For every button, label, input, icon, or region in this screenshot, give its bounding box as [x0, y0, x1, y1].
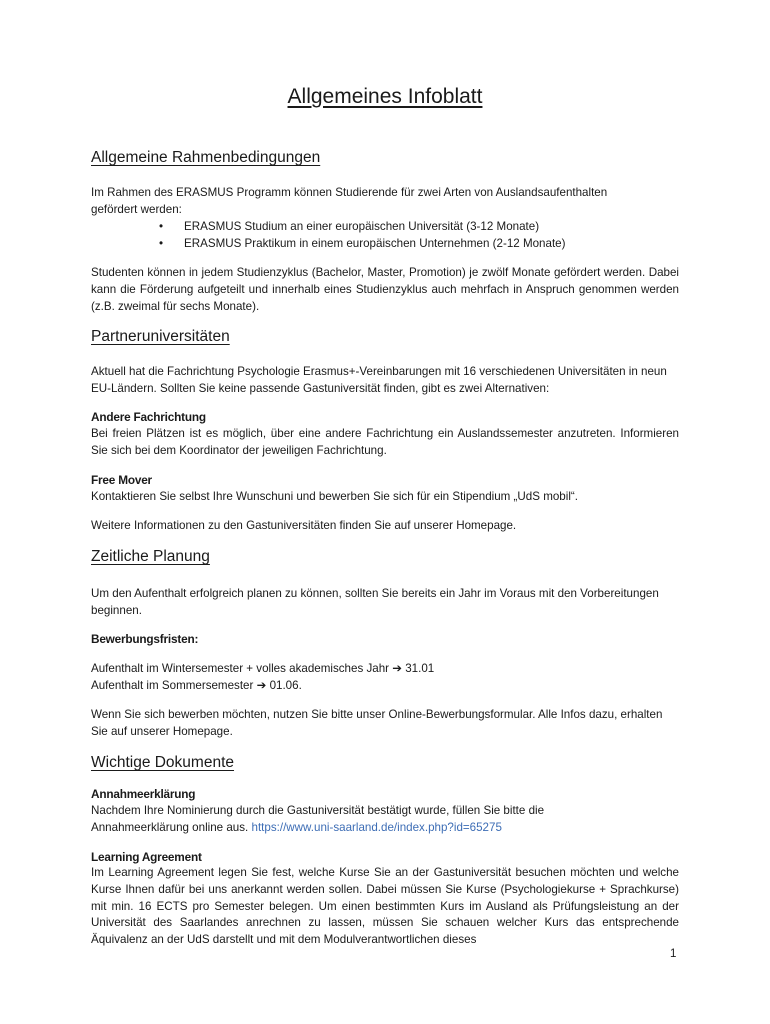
- annahme-line1: Nachdem Ihre Nominierung durch die Gastuniversität bestätigt wurde, füllen Sie bitte die: [91, 804, 545, 817]
- andere-fachrichtung-title: Andere Fachrichtung: [91, 410, 206, 424]
- heading-zeitliche-planung: Zeitliche Planung: [91, 548, 210, 565]
- heading-rahmenbedingungen: Allgemeine Rahmenbedingungen: [91, 149, 321, 166]
- heading-partneruniversitaeten: Partneruniversitäten: [91, 328, 230, 345]
- arrow-right-icon: ➔: [392, 662, 402, 675]
- annahme-text: Annahmeerklärung online aus.: [91, 821, 249, 834]
- list-item: [91, 236, 679, 253]
- rahmen-intro-line2: gefördert werden:: [91, 203, 182, 216]
- frist-sommer-label: Aufenthalt im Sommersemester: [91, 679, 254, 692]
- planung-online: Wenn Sie sich bewerben möchten, nutzen Sie bitte unser Online-Bewerbungsformular. Alle Infos dazu, erhalten Sie auf unserer Homepage.: [91, 708, 663, 738]
- annahme-link[interactable]: https://www.uni-saarland.de/index.php?id=65275: [251, 821, 502, 834]
- list-item: [91, 219, 679, 236]
- bewerbungsfristen-title: Bewerbungsfristen:: [91, 632, 199, 646]
- learning-agreement-title: Learning Agreement: [91, 850, 202, 864]
- bullet-icon: •: [159, 236, 164, 250]
- frist-sommer: [91, 678, 679, 695]
- frist-winter-date: 31.01: [405, 662, 435, 675]
- annahme-line2: [91, 820, 679, 837]
- page-number: 1: [670, 948, 677, 960]
- free-mover-title: Free Mover: [91, 473, 152, 487]
- frist-winter: [91, 661, 679, 678]
- rahmen-bullet-list: [91, 219, 679, 253]
- annahmeerklaerung-title: Annahmeerklärung: [91, 787, 196, 801]
- bullet-text: ERASMUS Praktikum in einem europäischen Unternehmen (2-12 Monate): [184, 236, 566, 250]
- partner-intro: Aktuell hat die Fachrichtung Psychologie Erasmus+-Vereinbarungen mit 16 verschiedenen Universitäten in neun EU-Ländern. Sollten Sie keine passende Gastuniversität finden, gibt es zwei Alternativen:: [91, 365, 667, 395]
- free-mover-text: Kontaktieren Sie selbst Ihre Wunschuni und bewerben Sie sich für ein Stipendium „UdS mobil“.: [91, 490, 578, 503]
- andere-fachrichtung-text: Bei freien Plätzen ist es möglich, über eine andere Fachrichtung ein Auslandssemester anzutreten. Informieren Sie sich bei dem Koordinator der jeweiligen Fachrichtung.: [91, 427, 679, 457]
- arrow-right-icon: ➔: [256, 679, 267, 692]
- rahmen-paragraph: Studenten können in jedem Studienzyklus (Bachelor, Master, Promotion) je zwölf Monate gefördert werden. Dabei kann die Förderung aufgeteilt und innerhalb eines Studienzyklus auch mehrfach in Anspruch genommen werden (z.B. zweimal für sechs Monate).: [91, 266, 679, 313]
- learning-agreement-text: Im Learning Agreement legen Sie fest, welche Kurse Sie an der Gastuniversität besuchen möchten und welche Kurse Ihnen dafür bei uns anerkannt werden sollen. Dabei müssen Sie Kurse (Psychologiekurse + Sprachkurse) mit min. 16 ECTS pro Semester belegen. Um einen bestimmten Kurs im Ausland als Prüfungsleistung an der Universität des Saarlandes anrechnen zu lassen, müssen Sie schauen welcher Kurs das entsprechende Äquivalenz an der UdS darstellt und mit dem Modulverantwortlichen dieses: [91, 866, 679, 947]
- rahmen-intro-line1: Im Rahmen des ERASMUS Programm können Studierende für zwei Arten von Auslandsaufenthalten: [91, 186, 608, 199]
- frist-winter-label: Aufenthalt im Wintersemester + volles akademisches Jahr: [91, 662, 390, 675]
- frist-sommer-date: 01.06.: [269, 679, 302, 692]
- partner-more-info: Weitere Informationen zu den Gastuniversitäten finden Sie auf unserer Homepage.: [91, 519, 517, 532]
- planung-intro: Um den Aufenthalt erfolgreich planen zu können, sollten Sie bereits ein Jahr im Voraus mit den Vorbereitungen beginnen.: [91, 587, 659, 617]
- bullet-icon: •: [159, 220, 164, 233]
- heading-wichtige-dokumente: Wichtige Dokumente: [91, 754, 235, 771]
- document-title: Allgemeines Infoblatt: [287, 85, 483, 108]
- bullet-text: ERASMUS Studium an einer europäischen Universität (3-12 Monate): [184, 220, 540, 233]
